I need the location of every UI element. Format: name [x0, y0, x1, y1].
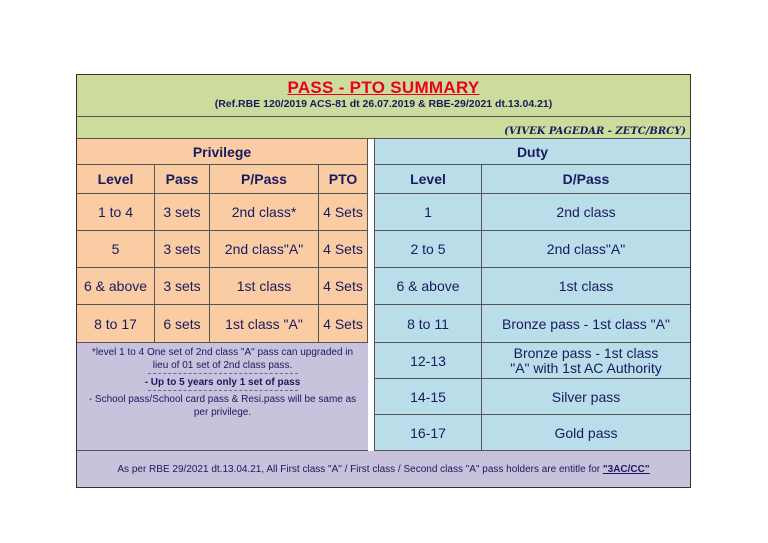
privilege-row-2-pass: 3 sets — [155, 231, 210, 268]
footer-highlight: "3AC/CC" — [602, 463, 650, 475]
privilege-row-1-pto: 4 Sets — [319, 194, 368, 231]
duty-row-1-level: 1 — [375, 194, 482, 231]
privilege-row-4-pass: 6 sets — [155, 305, 210, 343]
note-five-years: - Up to 5 years only 1 set of pass — [144, 377, 301, 388]
duty-row-3-dpass: 1st class — [482, 268, 690, 305]
footer-text: As per RBE 29/2021 dt.13.04.21, All First class "A" / First class / Second class "A" pass holders are entitle for — [117, 463, 603, 475]
note-upgrade: *level 1 to 4 One set of 2nd class "A" pass can upgraded in lieu of 01 set of 2nd class pass. — [91, 347, 354, 371]
privilege-row-4-level: 8 to 17 — [77, 305, 155, 343]
privilege-row-2-ppass: 2nd class"A" — [210, 231, 319, 268]
privilege-col-pass: Pass — [155, 165, 210, 194]
privilege-col-pto: PTO — [319, 165, 368, 194]
privilege-heading: Privilege — [77, 139, 368, 165]
privilege-row-1-pass: 3 sets — [155, 194, 210, 231]
duty-row-5-level: 12-13 — [375, 343, 482, 379]
privilege-row-2-level: 5 — [77, 231, 155, 268]
privilege-row-3-pass: 3 sets — [155, 268, 210, 305]
duty-heading: Duty — [375, 139, 690, 165]
privilege-row-2-pto: 4 Sets — [319, 231, 368, 268]
author-credit: (VIVEK PAGEDAR - ZETC/BRCY) — [504, 126, 686, 137]
privilege-row-3-level: 6 & above — [77, 268, 155, 305]
author-bar — [77, 117, 690, 139]
duty-row-6-level: 14-15 — [375, 379, 482, 415]
privilege-row-3-ppass: 1st class — [210, 268, 319, 305]
duty-row-4-level: 8 to 11 — [375, 305, 482, 343]
duty-row-7-dpass: Gold pass — [482, 415, 690, 451]
privilege-col-ppass: P/Pass — [210, 165, 319, 194]
privilege-row-3-pto: 4 Sets — [319, 268, 368, 305]
section-divider-gap — [368, 139, 375, 464]
duty-row-4-dpass: Bronze pass - 1st class "A" — [482, 305, 690, 343]
duty-col-dpass: D/Pass — [482, 165, 690, 194]
duty-row-2-dpass: 2nd class"A" — [482, 231, 690, 268]
duty-row-1-dpass: 2nd class — [482, 194, 690, 231]
note-school-pass: - School pass/School card pass & Resi.pass will be same as per privilege. — [88, 394, 357, 418]
privilege-row-4-ppass: 1st class "A" — [210, 305, 319, 343]
privilege-row-4-pto: 4 Sets — [319, 305, 368, 343]
duty-row-3-level: 6 & above — [375, 268, 482, 305]
duty-row-5-dpass: Bronze pass - 1st class "A" with 1st AC Authority — [482, 343, 690, 379]
duty-row-7-level: 16-17 — [375, 415, 482, 451]
pass-pto-summary-sheet — [76, 74, 691, 488]
duty-row-2-level: 2 to 5 — [375, 231, 482, 268]
privilege-notes — [77, 343, 368, 451]
privilege-row-1-ppass: 2nd class* — [210, 194, 319, 231]
title-block — [77, 75, 690, 117]
duty-row-6-dpass: Silver pass — [482, 379, 690, 415]
note-separator — [148, 373, 298, 374]
privilege-col-level: Level — [77, 165, 155, 194]
duty-col-level: Level — [375, 165, 482, 194]
privilege-row-1-level: 1 to 4 — [77, 194, 155, 231]
note-separator — [148, 390, 298, 391]
page-title: PASS - PTO SUMMARY — [287, 78, 480, 97]
reference-subtitle: (Ref.RBE 120/2019 ACS-81 dt 26.07.2019 & RBE-29/2021 dt.13.04.21) — [214, 98, 553, 110]
footer-note — [77, 451, 690, 487]
